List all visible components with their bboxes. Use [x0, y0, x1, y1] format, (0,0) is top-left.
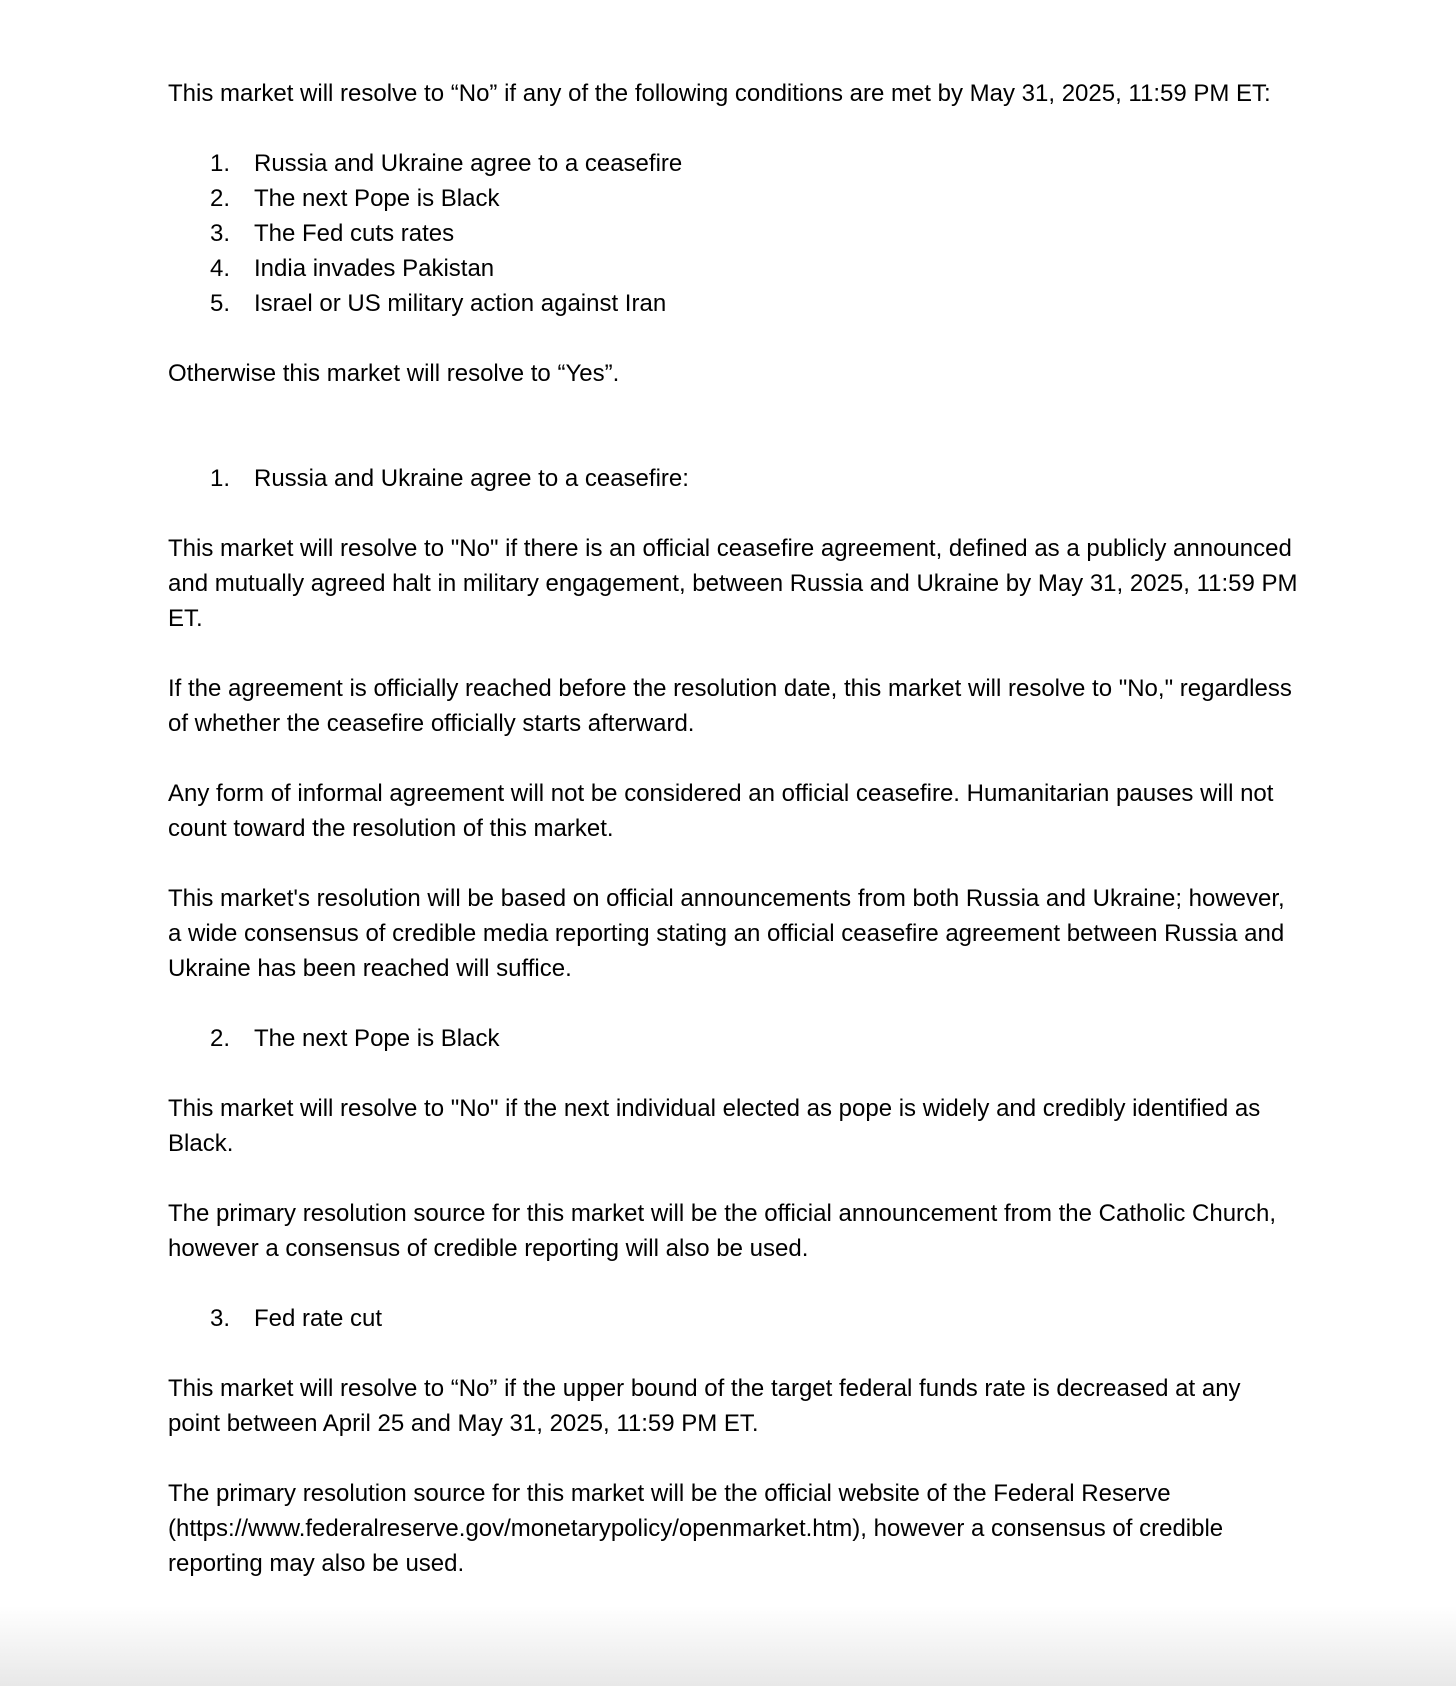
condition-item — [168, 251, 1298, 286]
section-paragraph: This market's resolution will be based on official announcements from both Russia and Ukraine; however, a wide consensus of credible media reporting stating an official ceasefire agreement between Russia and Ukraine has been reached will suffice. — [168, 885, 1285, 982]
list-number: 2. — [210, 185, 231, 212]
condition-item — [168, 216, 1298, 251]
condition-item — [168, 181, 1298, 216]
section-paragraph: The primary resolution source for this market will be the official website of the Federal Reserve (https://www.federalreserve.gov/monetarypolicy/openmarket.htm), however a consensus of credible reporting may also be used. — [168, 1480, 1224, 1577]
list-number: 1. — [210, 150, 231, 177]
section-title: Fed rate cut — [254, 1305, 383, 1332]
spacer — [168, 426, 1298, 461]
section-paragraph: The primary resolution source for this market will be the official announcement from the Catholic Church, however a consensus of credible reporting will also be used. — [168, 1200, 1277, 1262]
condition-label: The next Pope is Black — [254, 185, 500, 212]
section-number: 1. — [210, 465, 231, 492]
otherwise-paragraph: Otherwise this market will resolve to “Yes”. — [168, 360, 620, 387]
condition-label: Russia and Ukraine agree to a ceasefire — [254, 150, 683, 177]
condition-item — [168, 146, 1298, 181]
list-number: 3. — [210, 220, 231, 247]
condition-item — [168, 286, 1298, 321]
list-number: 4. — [210, 255, 231, 282]
condition-label: The Fed cuts rates — [254, 220, 455, 247]
section-title: The next Pope is Black — [254, 1025, 500, 1052]
section-number: 3. — [210, 1305, 231, 1332]
list-number: 5. — [210, 290, 231, 317]
condition-label: India invades Pakistan — [254, 255, 495, 282]
section-paragraph: This market will resolve to “No” if the upper bound of the target federal funds rate is decreased at any point between April 25 and May 31, 2025, 11:59 PM ET. — [168, 1375, 1241, 1437]
intro-paragraph: This market will resolve to “No” if any of the following conditions are met by May 31, 2025, 11:59 PM ET: — [168, 80, 1271, 107]
section-heading-ceasefire — [168, 461, 1298, 496]
section-title: Russia and Ukraine agree to a ceasefire: — [254, 465, 689, 492]
condition-label: Israel or US military action against Iran — [254, 290, 667, 317]
section-heading-fed — [168, 1301, 1298, 1336]
conditions-list — [168, 146, 1298, 321]
section-paragraph: This market will resolve to "No" if the next individual elected as pope is widely and credibly identified as Black. — [168, 1095, 1261, 1157]
document-page — [168, 76, 1298, 1616]
section-heading-pope — [168, 1021, 1298, 1056]
section-paragraph: If the agreement is officially reached before the resolution date, this market will resolve to "No," regardless of whether the ceasefire officially starts afterward. — [168, 675, 1292, 737]
section-paragraph: This market will resolve to "No" if there is an official ceasefire agreement, defined as a publicly announced and mutually agreed halt in military engagement, between Russia and Ukraine by May 31, 2025, 11:59 PM ET. — [168, 535, 1298, 632]
bottom-shadow — [0, 1606, 1456, 1686]
section-number: 2. — [210, 1025, 231, 1052]
section-paragraph: Any form of informal agreement will not be considered an official ceasefire. Humanitarian pauses will not count toward the resolution of this market. — [168, 780, 1274, 842]
